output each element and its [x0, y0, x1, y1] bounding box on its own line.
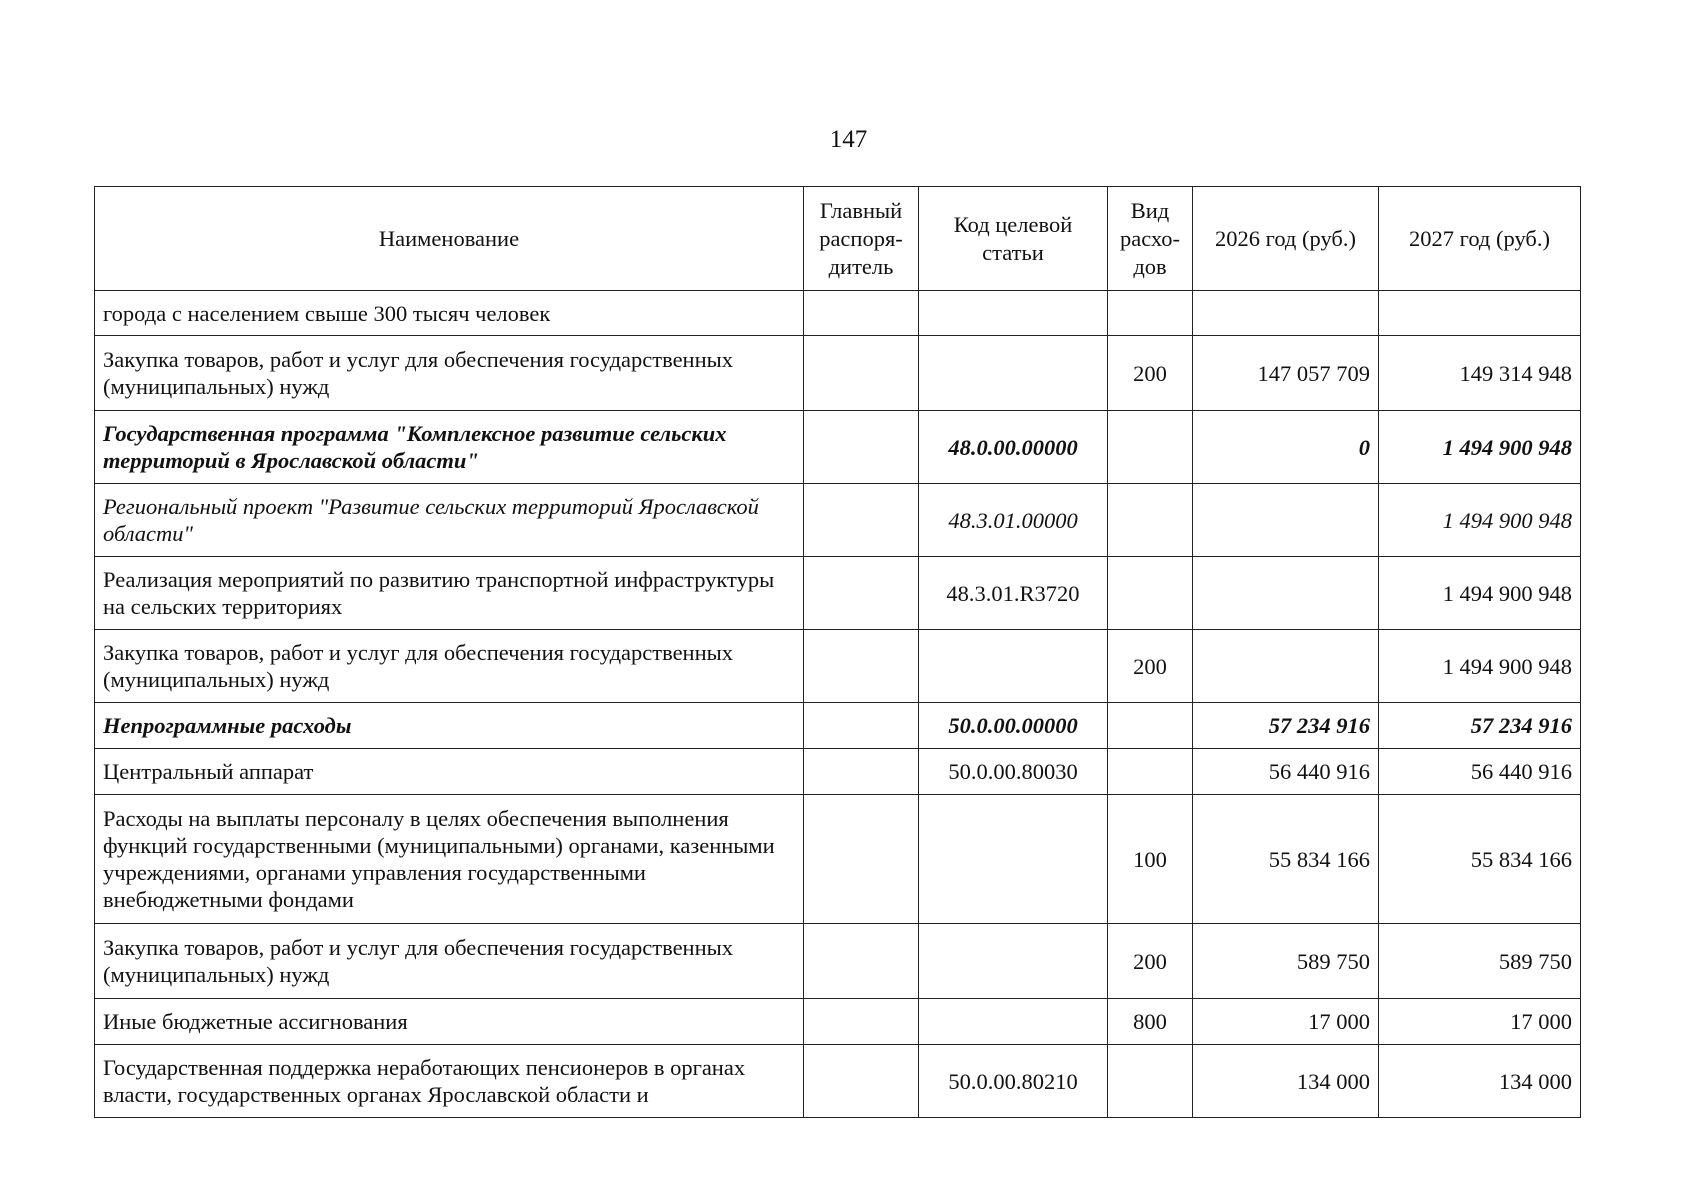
row-code	[919, 291, 1108, 336]
row-manager	[804, 795, 919, 924]
row-2027: 57 234 916	[1379, 703, 1581, 749]
row-2026: 56 440 916	[1193, 749, 1379, 795]
row-name: Иные бюджетные ассигнования	[95, 999, 804, 1045]
row-name: Центральный аппарат	[95, 749, 804, 795]
row-code	[919, 336, 1108, 411]
table-row-program	[95, 411, 1581, 484]
row-type: 200	[1108, 630, 1193, 703]
row-manager	[804, 336, 919, 411]
page-number: 147	[829, 126, 868, 153]
row-2026	[1193, 291, 1379, 336]
row-type: 200	[1108, 924, 1193, 999]
row-2027: 55 834 166	[1379, 795, 1581, 924]
header-manager: Главный распоря- дитель	[804, 187, 919, 291]
row-2027: 17 000	[1379, 999, 1581, 1045]
row-2026	[1193, 484, 1379, 557]
row-manager	[804, 484, 919, 557]
row-code: 48.3.01.00000	[919, 484, 1108, 557]
table-header-row	[95, 187, 1581, 291]
table-row	[95, 557, 1581, 630]
row-2027	[1379, 291, 1581, 336]
row-code: 50.0.00.00000	[919, 703, 1108, 749]
row-2027: 134 000	[1379, 1045, 1581, 1118]
row-name: Закупка товаров, работ и услуг для обеспечения государственных (муниципальных) нужд	[95, 336, 804, 411]
row-manager	[804, 703, 919, 749]
row-type: 200	[1108, 336, 1193, 411]
row-2026	[1193, 557, 1379, 630]
row-name: Расходы на выплаты персоналу в целях обеспечения выполнения функций государственными (муниципальными) органами, казенными учреждениями, органами управления государственными внебюджетными фондами	[95, 795, 804, 924]
row-code	[919, 999, 1108, 1045]
row-name: Реализация мероприятий по развитию транспортной инфраструктуры на сельских территориях	[95, 557, 804, 630]
row-type	[1108, 411, 1193, 484]
row-manager	[804, 1045, 919, 1118]
budget-table	[94, 186, 1581, 1118]
row-type	[1108, 703, 1193, 749]
table-row	[95, 291, 1581, 336]
row-2026: 589 750	[1193, 924, 1379, 999]
table-row	[95, 795, 1581, 924]
row-code	[919, 795, 1108, 924]
table-row-program	[95, 703, 1581, 749]
row-type	[1108, 557, 1193, 630]
row-type	[1108, 749, 1193, 795]
row-name: города с населением свыше 300 тысяч человек	[95, 291, 804, 336]
row-name: Закупка товаров, работ и услуг для обеспечения государственных (муниципальных) нужд	[95, 924, 804, 999]
row-2027: 1 494 900 948	[1379, 411, 1581, 484]
row-manager	[804, 557, 919, 630]
row-name: Государственная поддержка неработающих пенсионеров в органах власти, государственных органах Ярославской области и	[95, 1045, 804, 1118]
row-code	[919, 630, 1108, 703]
row-code: 50.0.00.80210	[919, 1045, 1108, 1118]
row-2026: 134 000	[1193, 1045, 1379, 1118]
row-2026: 147 057 709	[1193, 336, 1379, 411]
header-type: Вид расхо- дов	[1108, 187, 1193, 291]
table-row	[95, 1045, 1581, 1118]
row-code	[919, 924, 1108, 999]
row-manager	[804, 630, 919, 703]
row-2027: 1 494 900 948	[1379, 630, 1581, 703]
row-2027: 1 494 900 948	[1379, 484, 1581, 557]
row-2026: 55 834 166	[1193, 795, 1379, 924]
header-2026: 2026 год (руб.)	[1193, 187, 1379, 291]
row-code: 48.0.00.00000	[919, 411, 1108, 484]
table-row-project	[95, 484, 1581, 557]
header-2027: 2027 год (руб.)	[1379, 187, 1581, 291]
table-row	[95, 749, 1581, 795]
row-2026: 57 234 916	[1193, 703, 1379, 749]
row-name: Государственная программа "Комплексное развитие сельских территорий в Ярославской области"	[95, 411, 804, 484]
table-row	[95, 999, 1581, 1045]
header-code: Код целевой статьи	[919, 187, 1108, 291]
row-manager	[804, 411, 919, 484]
row-manager	[804, 924, 919, 999]
row-2027: 1 494 900 948	[1379, 557, 1581, 630]
row-2026: 0	[1193, 411, 1379, 484]
header-name: Наименование	[95, 187, 804, 291]
table-row	[95, 630, 1581, 703]
table-row	[95, 924, 1581, 999]
row-code: 50.0.00.80030	[919, 749, 1108, 795]
row-2026: 17 000	[1193, 999, 1379, 1045]
row-manager	[804, 999, 919, 1045]
row-type	[1108, 484, 1193, 557]
row-2027: 589 750	[1379, 924, 1581, 999]
row-manager	[804, 291, 919, 336]
row-type: 800	[1108, 999, 1193, 1045]
row-name: Региональный проект "Развитие сельских территорий Ярославской области"	[95, 484, 804, 557]
row-2027: 149 314 948	[1379, 336, 1581, 411]
table-row	[95, 336, 1581, 411]
row-type	[1108, 1045, 1193, 1118]
row-manager	[804, 749, 919, 795]
row-code: 48.3.01.R3720	[919, 557, 1108, 630]
row-name: Непрограммные расходы	[95, 703, 804, 749]
row-2027: 56 440 916	[1379, 749, 1581, 795]
row-type	[1108, 291, 1193, 336]
row-name: Закупка товаров, работ и услуг для обеспечения государственных (муниципальных) нужд	[95, 630, 804, 703]
row-type: 100	[1108, 795, 1193, 924]
row-2026	[1193, 630, 1379, 703]
